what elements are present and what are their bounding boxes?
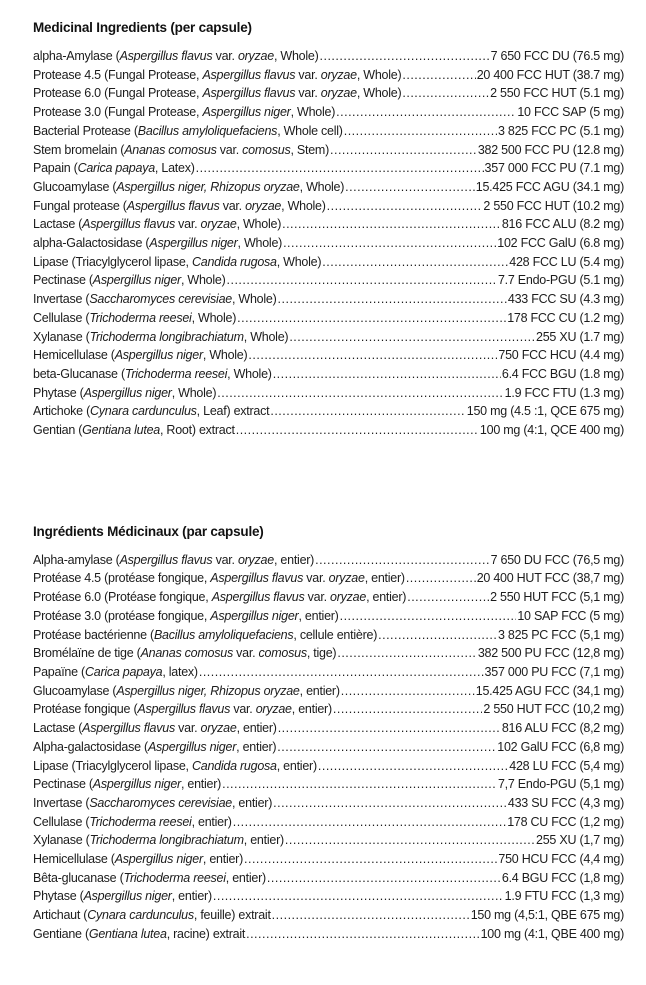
- dot-leader: [320, 47, 490, 66]
- ingredient-name: Protéase bactérienne (Bacillus amyloliquefaciens, cellule entière): [33, 627, 378, 642]
- ingredient-row: [33, 197, 624, 216]
- dot-leader: [337, 644, 477, 663]
- ingredient-row: [33, 738, 624, 757]
- ingredient-name: Lipase (Triacylglycerol lipase, Candida rugosa, Whole): [33, 254, 322, 269]
- ingredient-row: [33, 234, 624, 253]
- ingredient-value: 382 500 PU FCC (12,8 mg): [477, 646, 624, 661]
- dot-leader: [330, 141, 477, 160]
- ingredient-row: [33, 178, 624, 197]
- ingredient-name: Alpha-amylase (Aspergillus flavus var. oryzae, entier): [33, 552, 315, 567]
- dot-leader: [272, 906, 470, 925]
- ingredient-value: 7.7 Endo-PGU (5.1 mg): [497, 273, 624, 288]
- dot-leader: [378, 626, 497, 645]
- dot-leader: [333, 700, 483, 719]
- ingredient-row: [33, 813, 624, 832]
- ingredient-row: [33, 719, 624, 738]
- ingredient-value: 7 650 FCC DU (76.5 mg): [490, 49, 624, 63]
- ingredient-value: 750 HCU FCC (4,4 mg): [498, 852, 624, 867]
- ingredient-value: 3 825 FCC PC (5.1 mg): [497, 123, 624, 138]
- ingredient-value: 7 650 DU FCC (76,5 mg): [490, 552, 624, 567]
- ingredient-name: Protéase 3.0 (protéase fongique, Aspergillus niger, entier): [33, 608, 339, 623]
- ingredient-name: Invertase (Saccharomyces cerevisiae, Whole): [33, 292, 277, 307]
- ingredient-name: alpha-Amylase (Aspergillus flavus var. oryzae, Whole): [33, 49, 319, 63]
- ingredient-row: [33, 588, 624, 607]
- ingredient-row: [33, 831, 624, 850]
- ingredient-name: Invertase (Saccharomyces cerevisiae, entier): [33, 795, 273, 810]
- ingredient-row: [33, 775, 624, 794]
- dot-leader: [199, 663, 484, 682]
- ingredient-value: 816 ALU FCC (8,2 mg): [501, 721, 624, 736]
- ingredient-name: Pectinase (Aspergillus niger, Whole): [33, 273, 226, 288]
- ingredient-name: Bromélaïne de tige (Ananas comosus var. comosus, tige): [33, 646, 337, 661]
- ingredient-value: 150 mg (4,5:1, QBE 675 mg): [470, 908, 624, 923]
- ingredient-value: 2 550 HUT FCC (5,1 mg): [490, 590, 624, 605]
- ingredient-value: 1.9 FTU FCC (1,3 mg): [504, 889, 624, 904]
- ingredient-row: [33, 103, 624, 122]
- ingredient-name: beta-Glucanase (Trichoderma reesei, Whole): [33, 366, 272, 381]
- ingredient-value: 10 SAP FCC (5 mg): [517, 608, 624, 623]
- section-heading-en: Medicinal Ingredients (per capsule): [33, 20, 252, 35]
- ingredient-name: Lipase (Triacylglycerol lipase, Candida rugosa, entier): [33, 758, 317, 773]
- ingredient-name: Artichaut (Cynara cardunculus, feuille) extrait: [33, 908, 271, 923]
- ingredient-row: [33, 682, 624, 701]
- ingredient-name: Xylanase (Trichoderma longibrachiatum, Whole): [33, 329, 289, 344]
- ingredient-value: 15.425 FCC AGU (34.1 mg): [475, 179, 624, 194]
- section-heading-fr: Ingrédients Médicinaux (par capsule): [33, 523, 264, 539]
- dot-leader: [341, 682, 475, 701]
- ingredient-row: [33, 309, 624, 328]
- dot-leader: [237, 309, 506, 328]
- dot-leader: [345, 178, 475, 197]
- ingredient-row: [33, 794, 624, 813]
- dot-leader: [402, 66, 475, 85]
- ingredient-name: Papain (Carica papaya, Latex): [33, 161, 195, 176]
- ingredient-name: alpha-Galactosidase (Aspergillus niger, Whole): [33, 236, 283, 251]
- dot-leader: [283, 234, 496, 253]
- dot-leader: [248, 346, 497, 365]
- ingredient-value: 178 CU FCC (1,2 mg): [507, 814, 624, 829]
- ingredient-row: [33, 290, 624, 309]
- ingredient-name: Protease 3.0 (Fungal Protease, Aspergillus niger, Whole): [33, 105, 336, 120]
- section-medicinal-ingredients-fr: [30, 524, 624, 944]
- dot-leader: [246, 925, 480, 944]
- dot-leader: [340, 607, 517, 626]
- ingredient-row: [33, 887, 624, 906]
- ingredient-value: 2 550 FCC HUT (10.2 mg): [483, 198, 624, 213]
- ingredient-name: Cellulase (Trichoderma reesei, Whole): [33, 310, 237, 325]
- dot-leader: [327, 197, 483, 216]
- ingredient-name: Pectinase (Aspergillus niger, entier): [33, 777, 222, 792]
- ingredient-value: 428 FCC LU (5.4 mg): [509, 254, 624, 269]
- ingredient-name: Protease 6.0 (Fungal Protease, Aspergillus flavus var. oryzae, Whole): [33, 86, 402, 101]
- ingredient-name: Lactase (Aspergillus flavus var. oryzae, entier): [33, 721, 277, 736]
- dot-leader: [270, 402, 465, 421]
- ingredient-name: Bacterial Protease (Bacillus amyloliquefaciens, Whole cell): [33, 123, 343, 138]
- ingredient-row: [33, 141, 624, 160]
- ingredient-row: [33, 626, 624, 645]
- ingredient-row: [33, 551, 624, 570]
- dot-leader: [406, 569, 476, 588]
- dot-leader: [285, 831, 535, 850]
- dot-leader: [227, 271, 497, 290]
- ingredient-name: Alpha-galactosidase (Aspergillus niger, entier): [33, 739, 277, 754]
- ingredient-value: 20 400 HUT FCC (38,7 mg): [476, 571, 624, 586]
- dot-leader: [213, 887, 504, 906]
- dot-leader: [282, 215, 501, 234]
- ingredient-value: 750 FCC HCU (4.4 mg): [498, 348, 624, 363]
- ingredient-value: 100 mg (4:1, QCE 400 mg): [479, 423, 624, 438]
- ingredient-value: 2 550 HUT FCC (10,2 mg): [483, 702, 624, 717]
- ingredient-row: [33, 869, 624, 888]
- ingredient-value: 433 FCC SU (4.3 mg): [507, 292, 624, 307]
- ingredient-name: Phytase (Aspergillus niger, Whole): [33, 385, 217, 400]
- ingredient-name: Gentian (Gentiana lutea, Root) extract: [33, 423, 235, 438]
- dot-leader: [277, 738, 496, 757]
- ingredient-value: 6.4 FCC BGU (1.8 mg): [501, 366, 624, 381]
- ingredient-value: 433 SU FCC (4,3 mg): [507, 795, 624, 810]
- ingredient-value: 816 FCC ALU (8.2 mg): [501, 217, 624, 232]
- ingredient-list-fr: [33, 551, 624, 944]
- ingredient-value: 1.9 FCC FTU (1.3 mg): [504, 385, 624, 400]
- ingredient-row: [33, 215, 624, 234]
- ingredient-value: 150 mg (4.5 :1, QCE 675 mg): [466, 404, 624, 419]
- dot-leader: [278, 290, 507, 309]
- dot-leader: [407, 588, 489, 607]
- ingredient-value: 100 mg (4:1, QBE 400 mg): [480, 926, 624, 941]
- ingredient-value: 178 FCC CU (1.2 mg): [507, 310, 624, 325]
- dot-leader: [244, 850, 497, 869]
- ingredient-row: [33, 66, 624, 85]
- ingredient-row: [33, 700, 624, 719]
- ingredient-row: [33, 47, 624, 66]
- ingredient-name: Bêta-glucanase (Trichoderma reesei, entier): [33, 870, 266, 885]
- ingredient-row: [33, 421, 624, 440]
- ingredient-name: Hemicellulase (Aspergillus niger, Whole): [33, 348, 248, 363]
- ingredient-name: Xylanase (Trichoderma longibrachiatum, entier): [33, 833, 284, 848]
- ingredient-value: 357 000 PU FCC (7,1 mg): [484, 664, 624, 679]
- ingredient-row: [33, 84, 624, 103]
- ingredient-name: Gentiane (Gentiana lutea, racine) extrait: [33, 926, 246, 941]
- ingredient-value: 10 FCC SAP (5 mg): [517, 105, 624, 120]
- dot-leader: [315, 551, 489, 570]
- dot-leader: [278, 719, 501, 738]
- ingredient-value: 3 825 PC FCC (5,1 mg): [497, 627, 624, 642]
- ingredient-row: [33, 365, 624, 384]
- ingredient-row: [33, 644, 624, 663]
- ingredient-value: 382 500 FCC PU (12.8 mg): [477, 142, 624, 157]
- ingredient-name: Protease 4.5 (Fungal Protease, Aspergillus flavus var. oryzae, Whole): [33, 67, 402, 82]
- ingredient-name: Protéase 4.5 (protéase fongique, Aspergillus flavus var. oryzae, entier): [33, 571, 405, 586]
- ingredient-row: [33, 159, 624, 178]
- ingredient-value: 7,7 Endo-PGU (5,1 mg): [497, 777, 624, 792]
- ingredient-row: [33, 253, 624, 272]
- ingredient-value: 6.4 BGU FCC (1,8 mg): [501, 870, 624, 885]
- ingredient-name: Hemicellulase (Aspergillus niger, entier): [33, 852, 244, 867]
- dot-leader: [236, 421, 479, 440]
- dot-leader: [196, 159, 484, 178]
- ingredient-row: [33, 271, 624, 290]
- ingredient-value: 102 GalU FCC (6,8 mg): [497, 739, 624, 754]
- ingredient-value: 2 550 FCC HUT (5.1 mg): [490, 86, 624, 101]
- ingredient-row: [33, 906, 624, 925]
- ingredient-value: 255 XU (1.7 mg): [536, 329, 624, 344]
- ingredient-row: [33, 384, 624, 403]
- ingredient-name: Cellulase (Trichoderma reesei, entier): [33, 814, 232, 829]
- dot-leader: [322, 253, 508, 272]
- ingredient-value: 102 FCC GalU (6.8 mg): [497, 236, 624, 251]
- section-medicinal-ingredients-en: [30, 20, 624, 440]
- dot-leader: [336, 103, 516, 122]
- ingredient-name: Papaïne (Carica papaya, latex): [33, 664, 198, 679]
- ingredient-row: [33, 607, 624, 626]
- ingredient-row: [33, 757, 624, 776]
- ingredient-name: Glucoamylase (Aspergillus niger, Rhizopus oryzae, entier): [33, 683, 340, 698]
- dot-leader: [318, 757, 508, 776]
- dot-leader: [222, 775, 497, 794]
- dot-leader: [273, 365, 501, 384]
- ingredient-value: 15.425 AGU FCC (34,1 mg): [475, 683, 624, 698]
- ingredient-row: [33, 346, 624, 365]
- ingredient-name: Fungal protease (Aspergillus flavus var. oryzae, Whole): [33, 198, 326, 213]
- ingredient-value: 357 000 FCC PU (7.1 mg): [484, 161, 624, 176]
- dot-leader: [233, 813, 506, 832]
- dot-leader: [267, 869, 501, 888]
- ingredient-name: Protéase 6.0 (Protéase fongique, Aspergillus flavus var. oryzae, entier): [33, 590, 407, 605]
- ingredient-value: 255 XU (1,7 mg): [536, 833, 624, 848]
- ingredient-row: [33, 122, 624, 141]
- dot-leader: [289, 328, 535, 347]
- dot-leader: [402, 84, 489, 103]
- ingredient-name: Phytase (Aspergillus niger, entier): [33, 889, 212, 904]
- dot-leader: [344, 122, 497, 141]
- ingredient-row: [33, 328, 624, 347]
- ingredient-value: 20 400 FCC HUT (38.7 mg): [476, 67, 624, 82]
- ingredient-row: [33, 569, 624, 588]
- ingredient-value: 428 LU FCC (5,4 mg): [509, 758, 624, 773]
- ingredient-row: [33, 850, 624, 869]
- dot-leader: [273, 794, 507, 813]
- dot-leader: [217, 384, 503, 403]
- ingredient-name: Protéase fongique (Aspergillus flavus var. oryzae, entier): [33, 702, 332, 717]
- ingredient-list-en: [33, 47, 624, 440]
- ingredient-name: Artichoke (Cynara cardunculus, Leaf) extract: [33, 404, 270, 419]
- ingredient-row: [33, 925, 624, 944]
- ingredient-row: [33, 663, 624, 682]
- ingredient-name: Glucoamylase (Aspergillus niger, Rhizopus oryzae, Whole): [33, 179, 345, 194]
- ingredient-row: [33, 402, 624, 421]
- ingredient-name: Lactase (Aspergillus flavus var. oryzae, Whole): [33, 217, 282, 232]
- ingredient-name: Stem bromelain (Ananas comosus var. comosus, Stem): [33, 142, 329, 157]
